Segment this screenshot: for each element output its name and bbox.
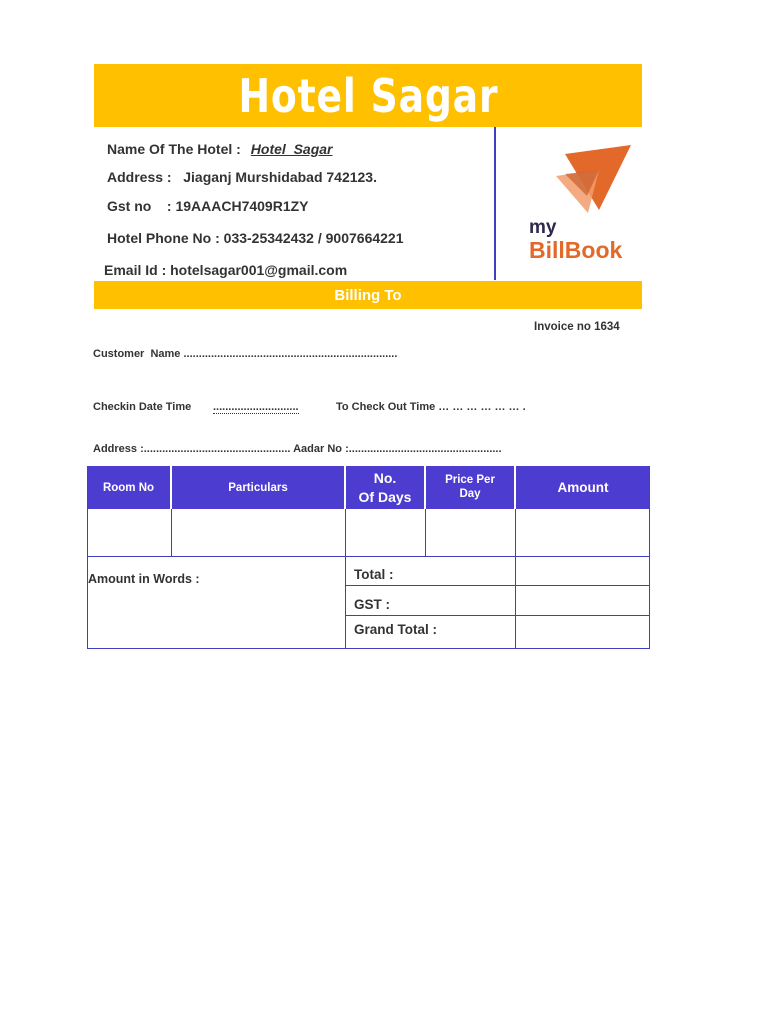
hotel-phone: Hotel Phone No : 033-25342432 / 9007664221 (107, 230, 404, 246)
hotel-email: Email Id : hotelsagar001@gmail.com (104, 262, 348, 278)
amount-in-words-label: Amount in Words : (88, 572, 200, 586)
header-price-per-day: Price Per Day (426, 466, 514, 509)
total-label: Total : (354, 567, 394, 582)
hotel-title-banner (94, 64, 642, 127)
table-col-divider-1 (171, 509, 172, 557)
table-border-bottom (87, 648, 650, 649)
header-no-of-days: No. Of Days (346, 466, 424, 509)
hotel-name-value: Hotel Sagar (250, 141, 333, 157)
customer-name-row (93, 348, 397, 360)
table-border-right (649, 466, 650, 649)
header-room-no: Room No (87, 466, 170, 509)
customer-name-dots: ...................................................................... (183, 348, 398, 360)
billing-table (87, 466, 650, 649)
hotel-title: Hotel Sagar (238, 68, 498, 123)
aadar-label: Aadar No : (293, 443, 349, 455)
table-col-divider-3 (425, 509, 426, 557)
table-col-divider-2 (345, 509, 346, 649)
address-row (93, 443, 502, 455)
checkin-dots: ............................ (213, 401, 299, 413)
mybillbook-logo (525, 140, 635, 270)
header-amount: Amount (516, 466, 650, 509)
hotel-name-label: Name Of The Hotel : (107, 141, 241, 157)
hotel-name-row (107, 141, 333, 157)
billing-to-bar (94, 281, 642, 309)
logo-my: my (529, 217, 557, 238)
billing-to-title: Billing To (334, 286, 402, 304)
total-divider (345, 585, 650, 586)
hotel-address: Address : Jiaganj Murshidabad 742123. (107, 169, 377, 185)
invoice-number: Invoice no 1634 (534, 321, 620, 333)
checkin-label: Checkin Date Time (93, 401, 192, 413)
hotel-gst: Gst no : 19AAACH7409R1ZY (107, 198, 309, 214)
aadar-dots: .................................................. (348, 443, 502, 455)
table-col-divider-4 (515, 509, 516, 649)
customer-address-label: Address : (93, 443, 144, 455)
logo-billbook: BillBook (529, 237, 623, 263)
checkout-label: To Check Out Time … … … … … … . (336, 401, 526, 413)
grand-total-label: Grand Total : (354, 622, 437, 637)
customer-address-dots: ................................................ (143, 443, 291, 455)
gst-divider (345, 615, 650, 616)
customer-name-label: Customer Name (93, 348, 181, 360)
table-border-left (87, 466, 88, 649)
header-particulars: Particulars (172, 466, 344, 509)
header-divider (494, 127, 496, 280)
gst-label: GST : (354, 597, 390, 612)
